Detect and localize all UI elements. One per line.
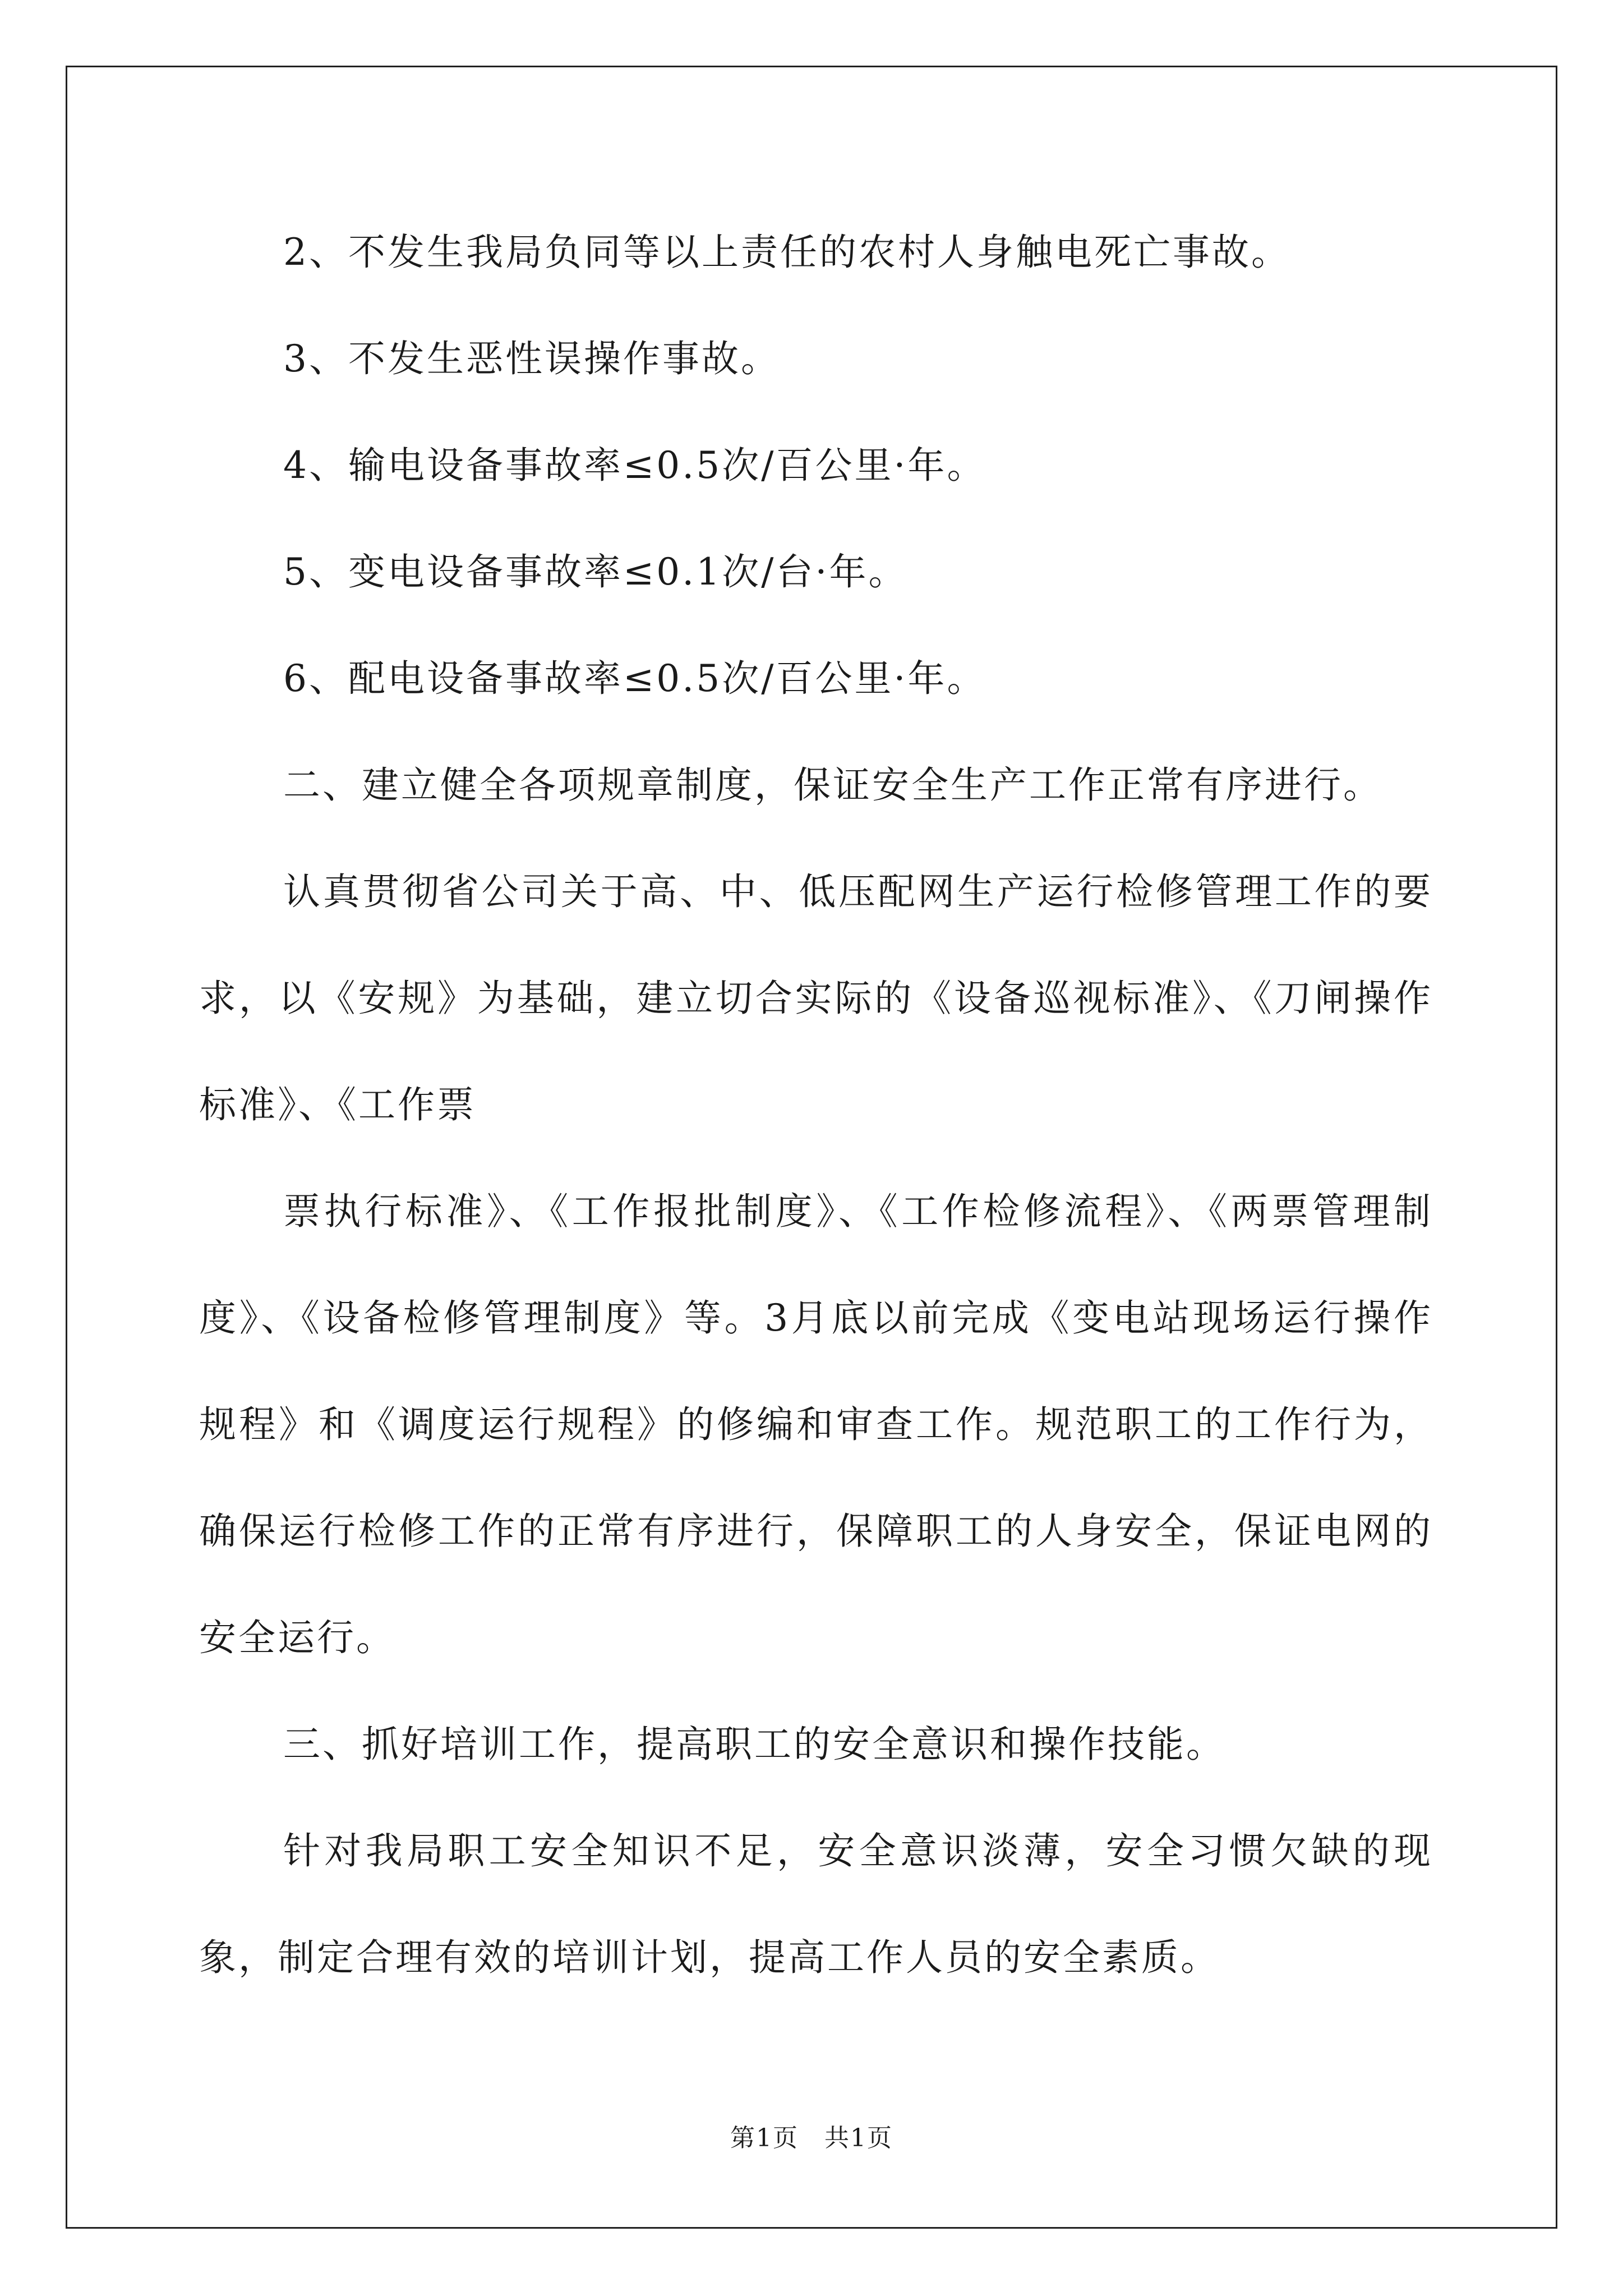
- paragraph-regulations-intro: 认真贯彻省公司关于高、中、低压配网生产运行检修管理工作的要求，以《安规》为基础，建立切合实际的《设备巡视标准》、《刀闸操作标准》、《工作票: [199, 870, 1433, 1126]
- paragraph-target-3: 3、不发生恶性误操作事故。: [283, 337, 780, 380]
- paragraph-regulations-detail: 票执行标准》、《工作报批制度》、《工作检修流程》、《两票管理制度》、《设备检修管理制度》等。3月底以前完成《变电站现场运行操作规程》和《调度运行规程》的修编和审查工作。规范职工的工作行为，确保运行检修工作的正常有序进行，保障职工的人身安全，保证电网的安全运行。: [199, 1190, 1433, 1659]
- paragraph-training: 针对我局职工安全知识不足，安全意识淡薄，安全习惯欠缺的现象，制定合理有效的培训计划，提高工作人员的安全素质。: [199, 1829, 1433, 1979]
- paragraph-target-4: 4、输电设备事故率≤0.5次/百公里·年。: [283, 444, 986, 487]
- page-footer: 第1页 共1页: [730, 2124, 893, 2152]
- section-heading-3: 三、抓好培训工作，提高职工的安全意识和操作技能。: [283, 1723, 1225, 1766]
- paragraph-target-2: 2、不发生我局负同等以上责任的农村人身触电死亡事故。: [283, 231, 1290, 274]
- document-body: [199, 199, 1433, 2011]
- paragraph-target-6: 6、配电设备事故率≤0.5次/百公里·年。: [283, 657, 986, 700]
- section-heading-2: 二、建立健全各项规章制度，保证安全生产工作正常有序进行。: [283, 763, 1382, 807]
- paragraph-target-5: 5、变电设备事故率≤0.1次/台·年。: [283, 550, 908, 593]
